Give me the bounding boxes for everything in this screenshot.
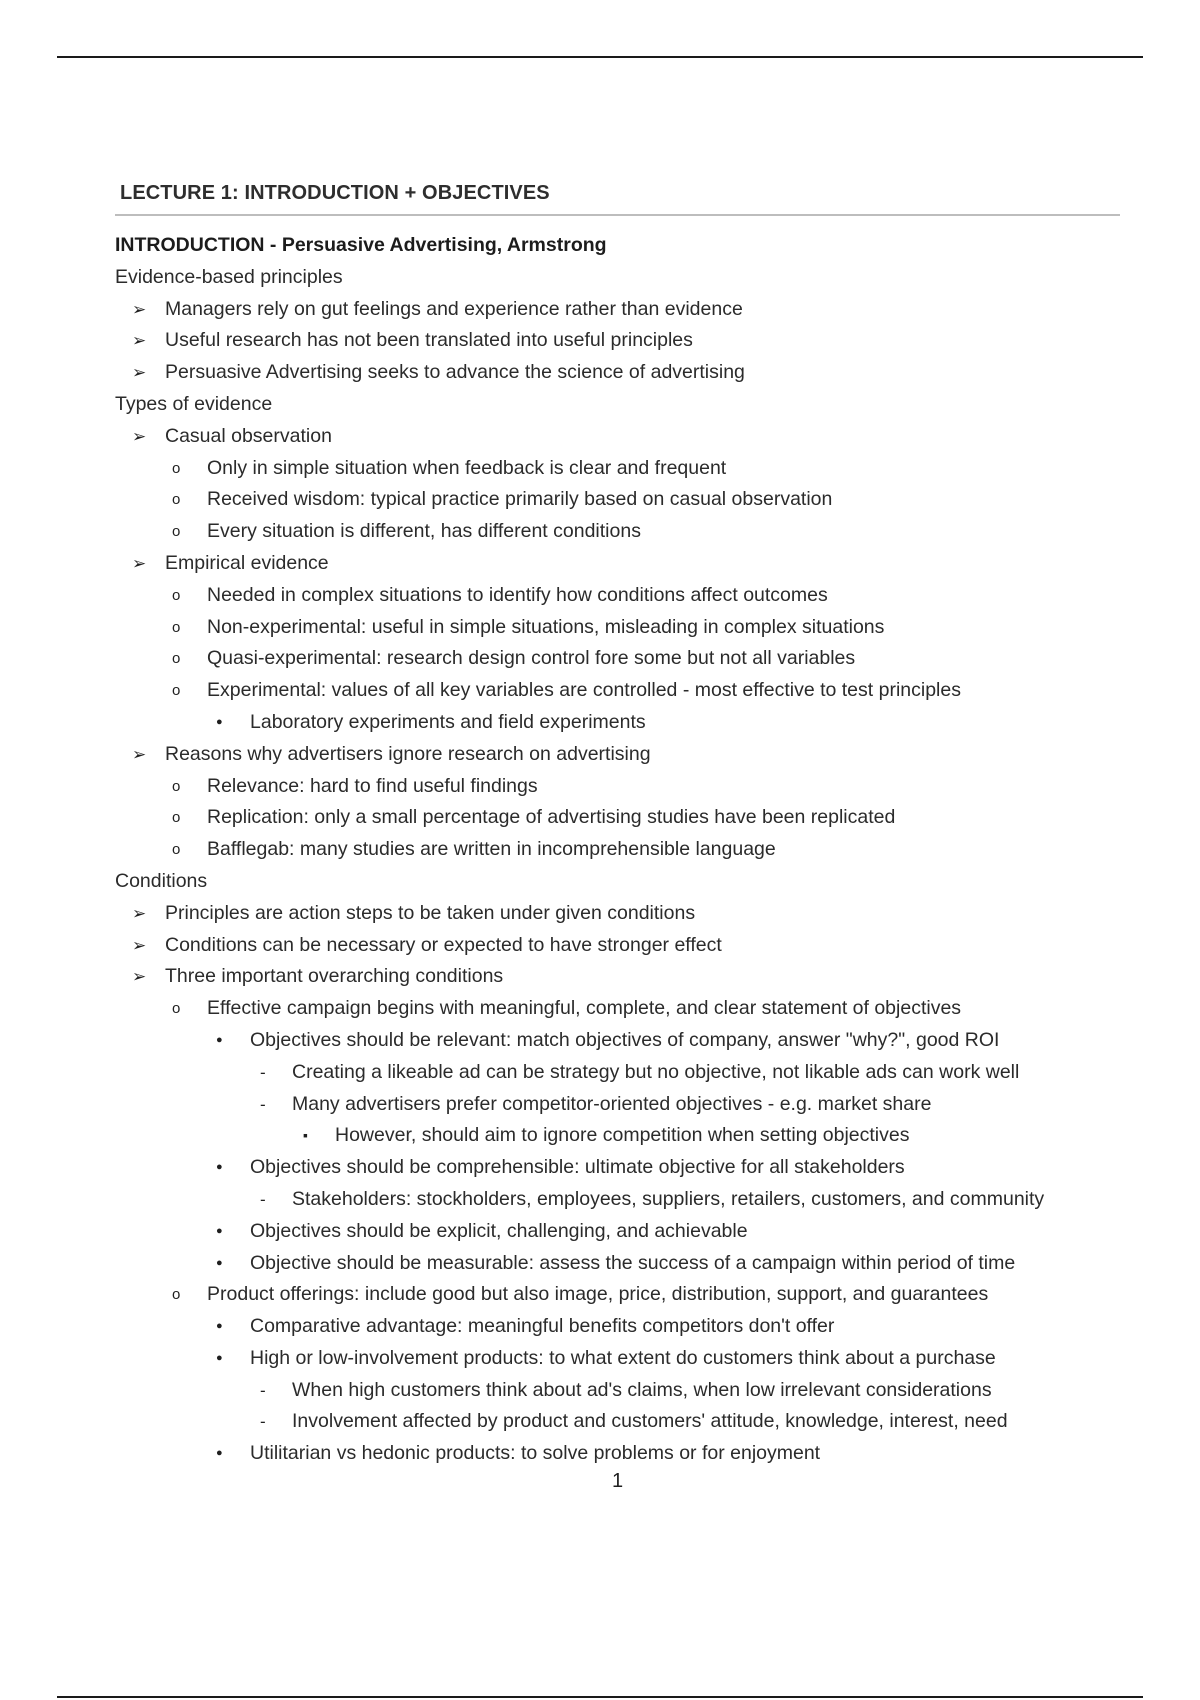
heading-underline — [115, 214, 1120, 216]
outline-line — [115, 898, 1135, 930]
outline-text: Only in simple situation when feedback is clear and frequent — [207, 456, 727, 479]
arrow-bullet-icon: ➢ — [132, 553, 147, 573]
outline-line — [115, 771, 1135, 803]
section-heading: INTRODUCTION - Persuasive Advertising, Armstrong — [115, 234, 607, 256]
outline-line — [115, 1089, 1135, 1121]
outline-text: Involvement affected by product and customers' attitude, knowledge, interest, need — [292, 1410, 1008, 1433]
dash-bullet-icon: - — [260, 1189, 266, 1209]
page-number: 1 — [611, 1470, 624, 1492]
bullet-bullet-icon: ● — [216, 1320, 223, 1333]
arrow-bullet-icon: ➢ — [132, 363, 147, 383]
outline-text: Many advertisers prefer competitor-oriented objectives - e.g. market share — [292, 1092, 932, 1115]
arrow-bullet-icon: ➢ — [132, 744, 147, 764]
outline-text: Bafflegab: many studies are written in incomprehensible language — [207, 838, 776, 861]
circle-bullet-icon: o — [172, 1000, 181, 1018]
arrow-bullet-icon: ➢ — [132, 331, 147, 351]
outline-text: Empirical evidence — [165, 551, 329, 574]
outline-text: Relevance: hard to find useful findings — [207, 774, 538, 797]
circle-bullet-icon: o — [172, 459, 181, 477]
outline-line — [115, 643, 1135, 675]
outline-line — [115, 453, 1135, 485]
square-bullet-icon: ▪ — [303, 1127, 308, 1144]
circle-bullet-icon: o — [172, 523, 181, 541]
outline-text: Types of evidence — [115, 392, 273, 415]
outline-text: Persuasive Advertising seeks to advance the science of advertising — [165, 361, 745, 384]
arrow-bullet-icon: ➢ — [132, 903, 147, 923]
outline-text: Conditions can be necessary or expected to have stronger effect — [165, 933, 722, 956]
outline-line — [115, 1184, 1135, 1216]
outline-line — [115, 739, 1135, 771]
outline-line — [115, 961, 1135, 993]
outline-line — [115, 1025, 1135, 1057]
outline-text: Comparative advantage: meaningful benefits competitors don't offer — [250, 1315, 835, 1338]
outline-line — [115, 1248, 1135, 1280]
outline-text: Stakeholders: stockholders, employees, suppliers, retailers, customers, and community — [292, 1187, 1045, 1210]
outline-line — [115, 516, 1135, 548]
circle-bullet-icon: o — [172, 586, 181, 604]
arrow-bullet-icon: ➢ — [132, 935, 147, 955]
bullet-bullet-icon: ● — [216, 1256, 223, 1269]
outline-line — [115, 1343, 1135, 1375]
page-top-rule — [57, 56, 1143, 58]
outline-line — [115, 1152, 1135, 1184]
outline-line — [115, 1375, 1135, 1407]
outline-text: Needed in complex situations to identify how conditions affect outcomes — [207, 583, 828, 606]
circle-bullet-icon: o — [172, 682, 181, 700]
outline-line — [115, 1406, 1135, 1438]
outline-line — [115, 1311, 1135, 1343]
circle-bullet-icon: o — [172, 809, 181, 827]
bullet-bullet-icon: ● — [216, 1033, 223, 1046]
page-bottom-rule — [57, 1696, 1143, 1698]
outline-text: Creating a likeable ad can be strategy but no objective, not likable ads can work well — [292, 1060, 1020, 1083]
outline-line — [115, 1438, 1135, 1470]
outline-text: Non-experimental: useful in simple situations, misleading in complex situations — [207, 615, 885, 638]
notes-content — [115, 230, 1135, 1470]
outline-text: Casual observation — [165, 424, 332, 447]
arrow-bullet-icon: ➢ — [132, 426, 147, 446]
outline-text: Every situation is different, has different conditions — [207, 520, 641, 543]
circle-bullet-icon: o — [172, 1286, 181, 1304]
outline-text: Objectives should be relevant: match objectives of company, answer "why?", good ROI — [250, 1028, 1000, 1051]
outline-line — [115, 262, 1135, 294]
outline-text: Evidence-based principles — [115, 265, 343, 288]
outline-text: Conditions — [115, 869, 208, 892]
outline-line — [115, 389, 1135, 421]
outline-line — [115, 357, 1135, 389]
outline-text: Useful research has not been translated into useful principles — [165, 329, 693, 352]
circle-bullet-icon: o — [172, 777, 181, 795]
outline-text: Principles are action steps to be taken under given conditions — [165, 901, 696, 924]
outline-text: Experimental: values of all key variables are controlled - most effective to test principles — [207, 679, 961, 702]
outline-line — [115, 707, 1135, 739]
circle-bullet-icon: o — [172, 650, 181, 668]
outline-line — [115, 230, 1135, 262]
outline-text: Objectives should be comprehensible: ultimate objective for all stakeholders — [250, 1156, 905, 1179]
bullet-bullet-icon: ● — [216, 715, 223, 728]
outline-text: Objectives should be explicit, challenging, and achievable — [250, 1219, 748, 1242]
dash-bullet-icon: - — [260, 1380, 266, 1400]
lecture-heading: LECTURE 1: INTRODUCTION + OBJECTIVES — [120, 182, 550, 204]
outline-line — [115, 1216, 1135, 1248]
arrow-bullet-icon: ➢ — [132, 967, 147, 987]
outline-text: Reasons why advertisers ignore research on advertising — [165, 742, 651, 765]
outline-line — [115, 675, 1135, 707]
outline-line — [115, 993, 1135, 1025]
outline-line — [115, 548, 1135, 580]
dash-bullet-icon: - — [260, 1062, 266, 1082]
outline-text: Utilitarian vs hedonic products: to solve problems or for enjoyment — [250, 1442, 821, 1465]
outline-line — [115, 1120, 1135, 1152]
outline-text: However, should aim to ignore competition when setting objectives — [335, 1124, 910, 1147]
circle-bullet-icon: o — [172, 618, 181, 636]
outline-text: Replication: only a small percentage of advertising studies have been replicated — [207, 806, 896, 829]
outline-text: Product offerings: include good but also image, price, distribution, support, and guarantees — [207, 1283, 989, 1306]
circle-bullet-icon: o — [172, 491, 181, 509]
outline-line — [115, 294, 1135, 326]
outline-text: Laboratory experiments and field experiments — [250, 710, 646, 733]
bullet-bullet-icon: ● — [216, 1224, 223, 1237]
outline-line — [115, 484, 1135, 516]
outline-text: Effective campaign begins with meaningful, complete, and clear statement of objectives — [207, 997, 962, 1020]
bullet-bullet-icon: ● — [216, 1351, 223, 1364]
outline-line — [115, 930, 1135, 962]
bullet-bullet-icon: ● — [216, 1161, 223, 1174]
outline-text: Received wisdom: typical practice primarily based on casual observation — [207, 488, 833, 511]
circle-bullet-icon: o — [172, 841, 181, 859]
dash-bullet-icon: - — [260, 1094, 266, 1114]
outline-line — [115, 802, 1135, 834]
outline-line — [115, 612, 1135, 644]
outline-line — [115, 325, 1135, 357]
outline-line — [115, 834, 1135, 866]
arrow-bullet-icon: ➢ — [132, 299, 147, 319]
outline-text: Managers rely on gut feelings and experience rather than evidence — [165, 297, 743, 320]
outline-line — [115, 1279, 1135, 1311]
outline-line — [115, 1057, 1135, 1089]
bullet-bullet-icon: ● — [216, 1447, 223, 1460]
outline-line — [115, 421, 1135, 453]
outline-text: Objective should be measurable: assess the success of a campaign within period of time — [250, 1251, 1016, 1274]
dash-bullet-icon: - — [260, 1412, 266, 1432]
outline-text: When high customers think about ad's claims, when low irrelevant considerations — [292, 1378, 992, 1401]
outline-text: High or low-involvement products: to what extent do customers think about a purchase — [250, 1346, 996, 1369]
outline-line — [115, 866, 1135, 898]
outline-text: Three important overarching conditions — [165, 965, 504, 988]
outline-line — [115, 580, 1135, 612]
outline-text: Quasi-experimental: research design control fore some but not all variables — [207, 647, 856, 670]
